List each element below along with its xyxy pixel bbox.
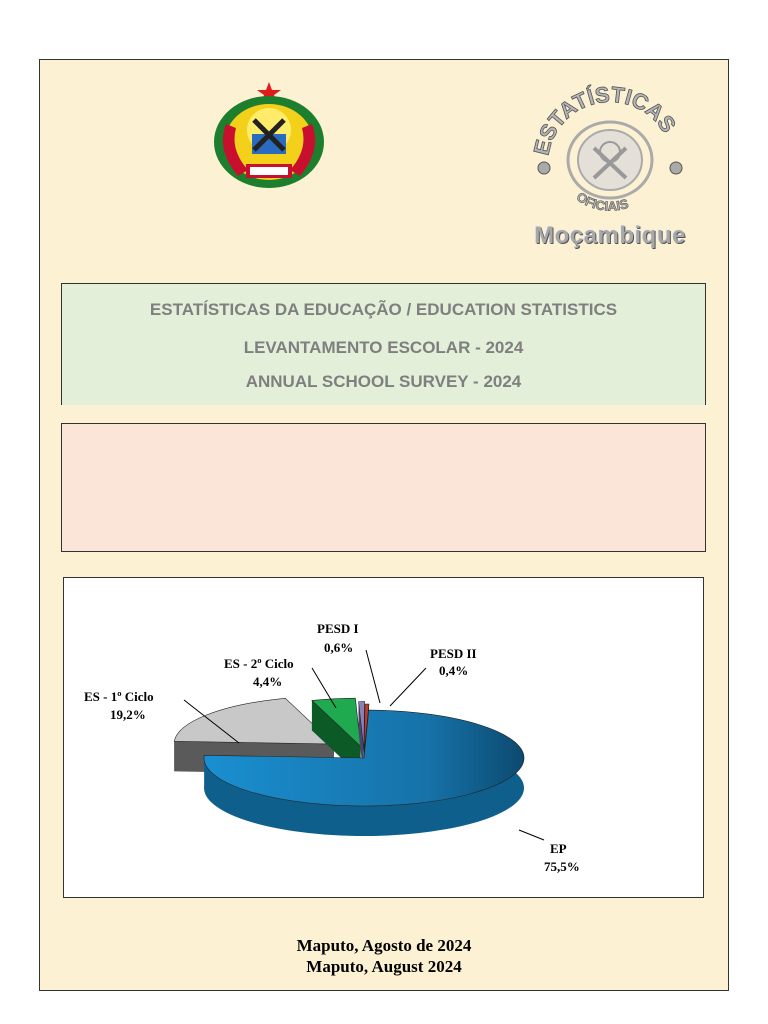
label-ep-name: EP [550, 841, 567, 856]
leader-line-4 [390, 668, 426, 706]
title-line-3: ANNUAL SCHOOL SURVEY - 2024 [245, 372, 522, 391]
svg-text:OFICIAIS: OFICIAIS [573, 188, 630, 214]
label-pesd2-name: PESD II [430, 646, 477, 661]
svg-text:ESTATÍSTICAS: ESTATÍSTICAS [528, 82, 682, 158]
statistics-seal-icon [510, 82, 710, 222]
pie-slice-es-1-ciclo [174, 698, 334, 744]
label-pesd2-value: 0,4% [439, 663, 469, 678]
subtitle-box [61, 423, 706, 552]
label-ep-value: 75,5% [544, 859, 580, 874]
title-line-2: LEVANTAMENTO ESCOLAR - 2024 [243, 338, 524, 357]
footer-line-2: Maputo, August 2024 [306, 957, 462, 976]
national-emblem-icon [208, 80, 330, 192]
label-es2-value: 4,4% [253, 674, 283, 689]
leader-line-3 [366, 650, 380, 703]
label-pesd1-value: 0,6% [324, 640, 354, 655]
label-es2-name: ES - 2º Ciclo [224, 656, 294, 671]
label-es1-name: ES - 1º Ciclo [84, 689, 154, 704]
logo-country-text: Moçambique [534, 222, 686, 249]
title-box [61, 283, 706, 405]
label-pesd1-name: PESD I [317, 621, 359, 636]
pie-chart-panel [63, 577, 704, 898]
pie-chart [64, 578, 705, 899]
label-es1-value: 19,2% [110, 707, 146, 722]
leader-line-0 [519, 830, 544, 840]
footer-line-1: Maputo, Agosto de 2024 [296, 936, 472, 955]
official-statistics-logo [510, 82, 710, 252]
title-line-1: ESTATÍSTICAS DA EDUCAÇÃO / EDUCATION STATISTICS [149, 300, 618, 319]
